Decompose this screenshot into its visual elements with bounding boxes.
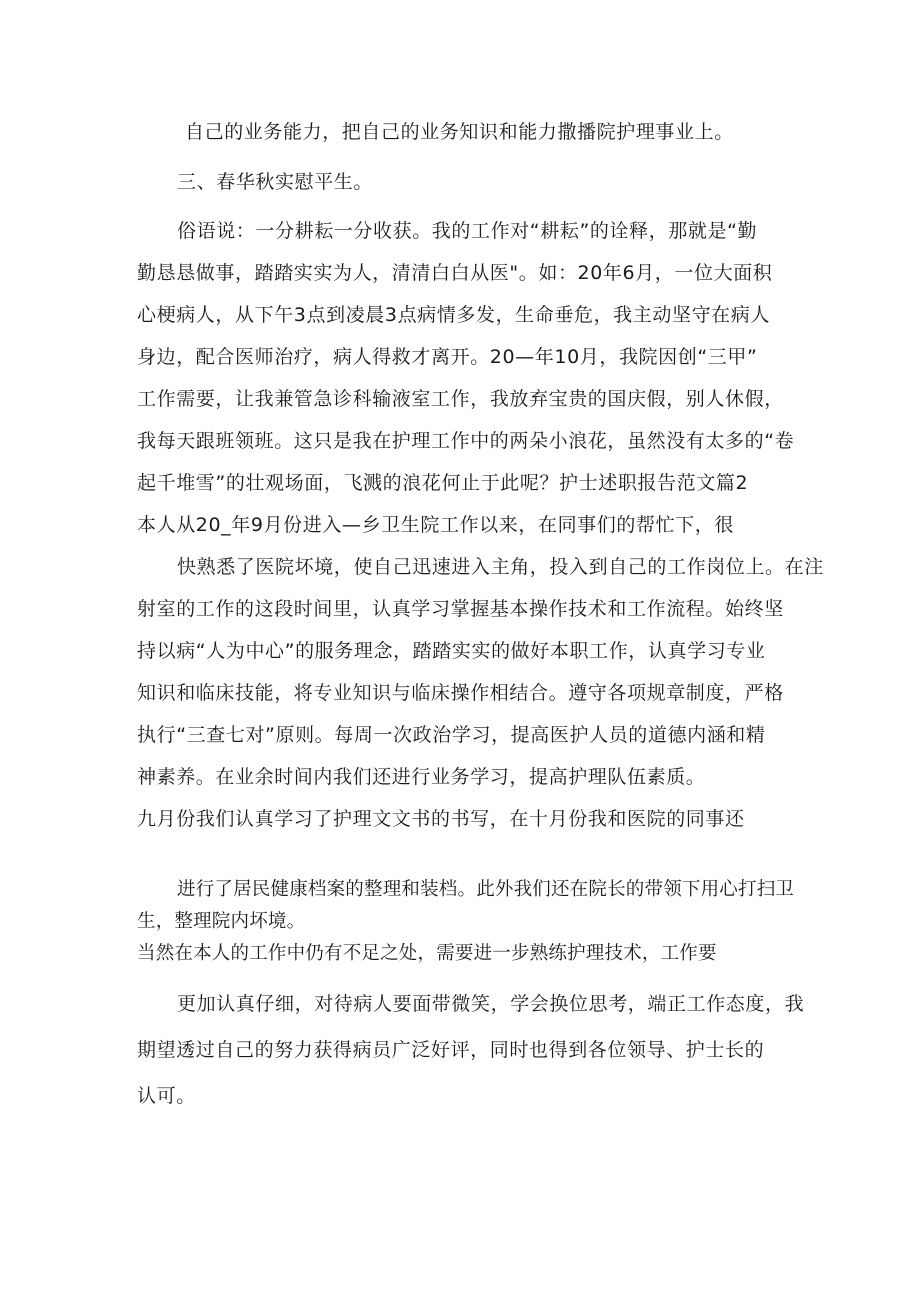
text-line: 勤恳恳做事，踏踏实实为人，清清白白从医"。如：20年6月，一位大面积: [137, 262, 773, 284]
section-heading: 三、春华秋实慰平生。: [177, 171, 374, 193]
text-line: 九月份我们认真学习了护理文文书的书写，在十月份我和医院的同事还: [137, 808, 745, 830]
text-line: 射室的工作的这段时间里，认真学习掌握基本操作技术和工作流程。始终坚: [137, 598, 784, 620]
text-line: 自己的业务能力，把自己的业务知识和能力撒播院护理事业上。: [185, 121, 734, 143]
text-line: 认可。: [137, 1085, 196, 1107]
text-line: 生，整理院内坏境。: [137, 911, 306, 932]
text-line: 知识和临床技能，将专业知识与临床操作相结合。遵守各项规章制度，严格: [137, 682, 784, 704]
text-line: 心梗病人，从下午3点到凌晨3点病情多发，生命垂危，我主动坚守在病人: [137, 304, 770, 326]
text-line: 身边，配合医师治疗，病人得救才离开。20—年10月，我院因创“三甲”: [137, 346, 758, 368]
text-line: 执行“三查七对”原则。每周一次政治学习，提高医护人员的道德内涵和精: [137, 724, 766, 746]
text-line: 工作需要，让我兼管急诊科输液室工作，我放弃宝贵的国庆假，别人休假，: [137, 388, 784, 410]
text-line: 起千堆雪”的壮观场面，飞溅的浪花何止于此呢？护士述职报告范文篇2: [137, 472, 749, 494]
text-line: 当然在本人的工作中仍有不足之处，需要进一步熟练护理技术，工作要: [137, 943, 717, 964]
text-line: 更加认真仔细，对待病人要面带微笑，学会换位思考，端正工作态度，我: [177, 993, 805, 1015]
text-line: 俗语说：一分耕耘一分收获。我的工作对“耕耘”的诠释，那就是“勤: [177, 220, 758, 242]
text-line: 期望透过自己的努力获得病员广泛好评，同时也得到各位领导、护士长的: [137, 1039, 765, 1061]
text-line: 持以病“人为中心”的服务理念，踏踏实实的做好本职工作，认真学习专业: [137, 640, 766, 662]
text-line: 神素养。在业余时间内我们还进行业务学习，提高护理队伍素质。: [137, 766, 706, 788]
text-line: 快熟悉了医院坏境，使自己迅速进入主角，投入到自己的工作岗位上。在注: [177, 556, 824, 578]
text-line: 进行了居民健康档案的整理和装档。此外我们还在院长的带领下用心打扫卫: [177, 879, 795, 900]
text-line: 本人从20_年9月份进入—乡卫生院工作以来，在同事们的帮忙下，很: [137, 514, 734, 536]
text-line: 我每天跟班领班。这只是我在护理工作中的两朵小浪花，虽然没有太多的“卷: [137, 430, 795, 452]
